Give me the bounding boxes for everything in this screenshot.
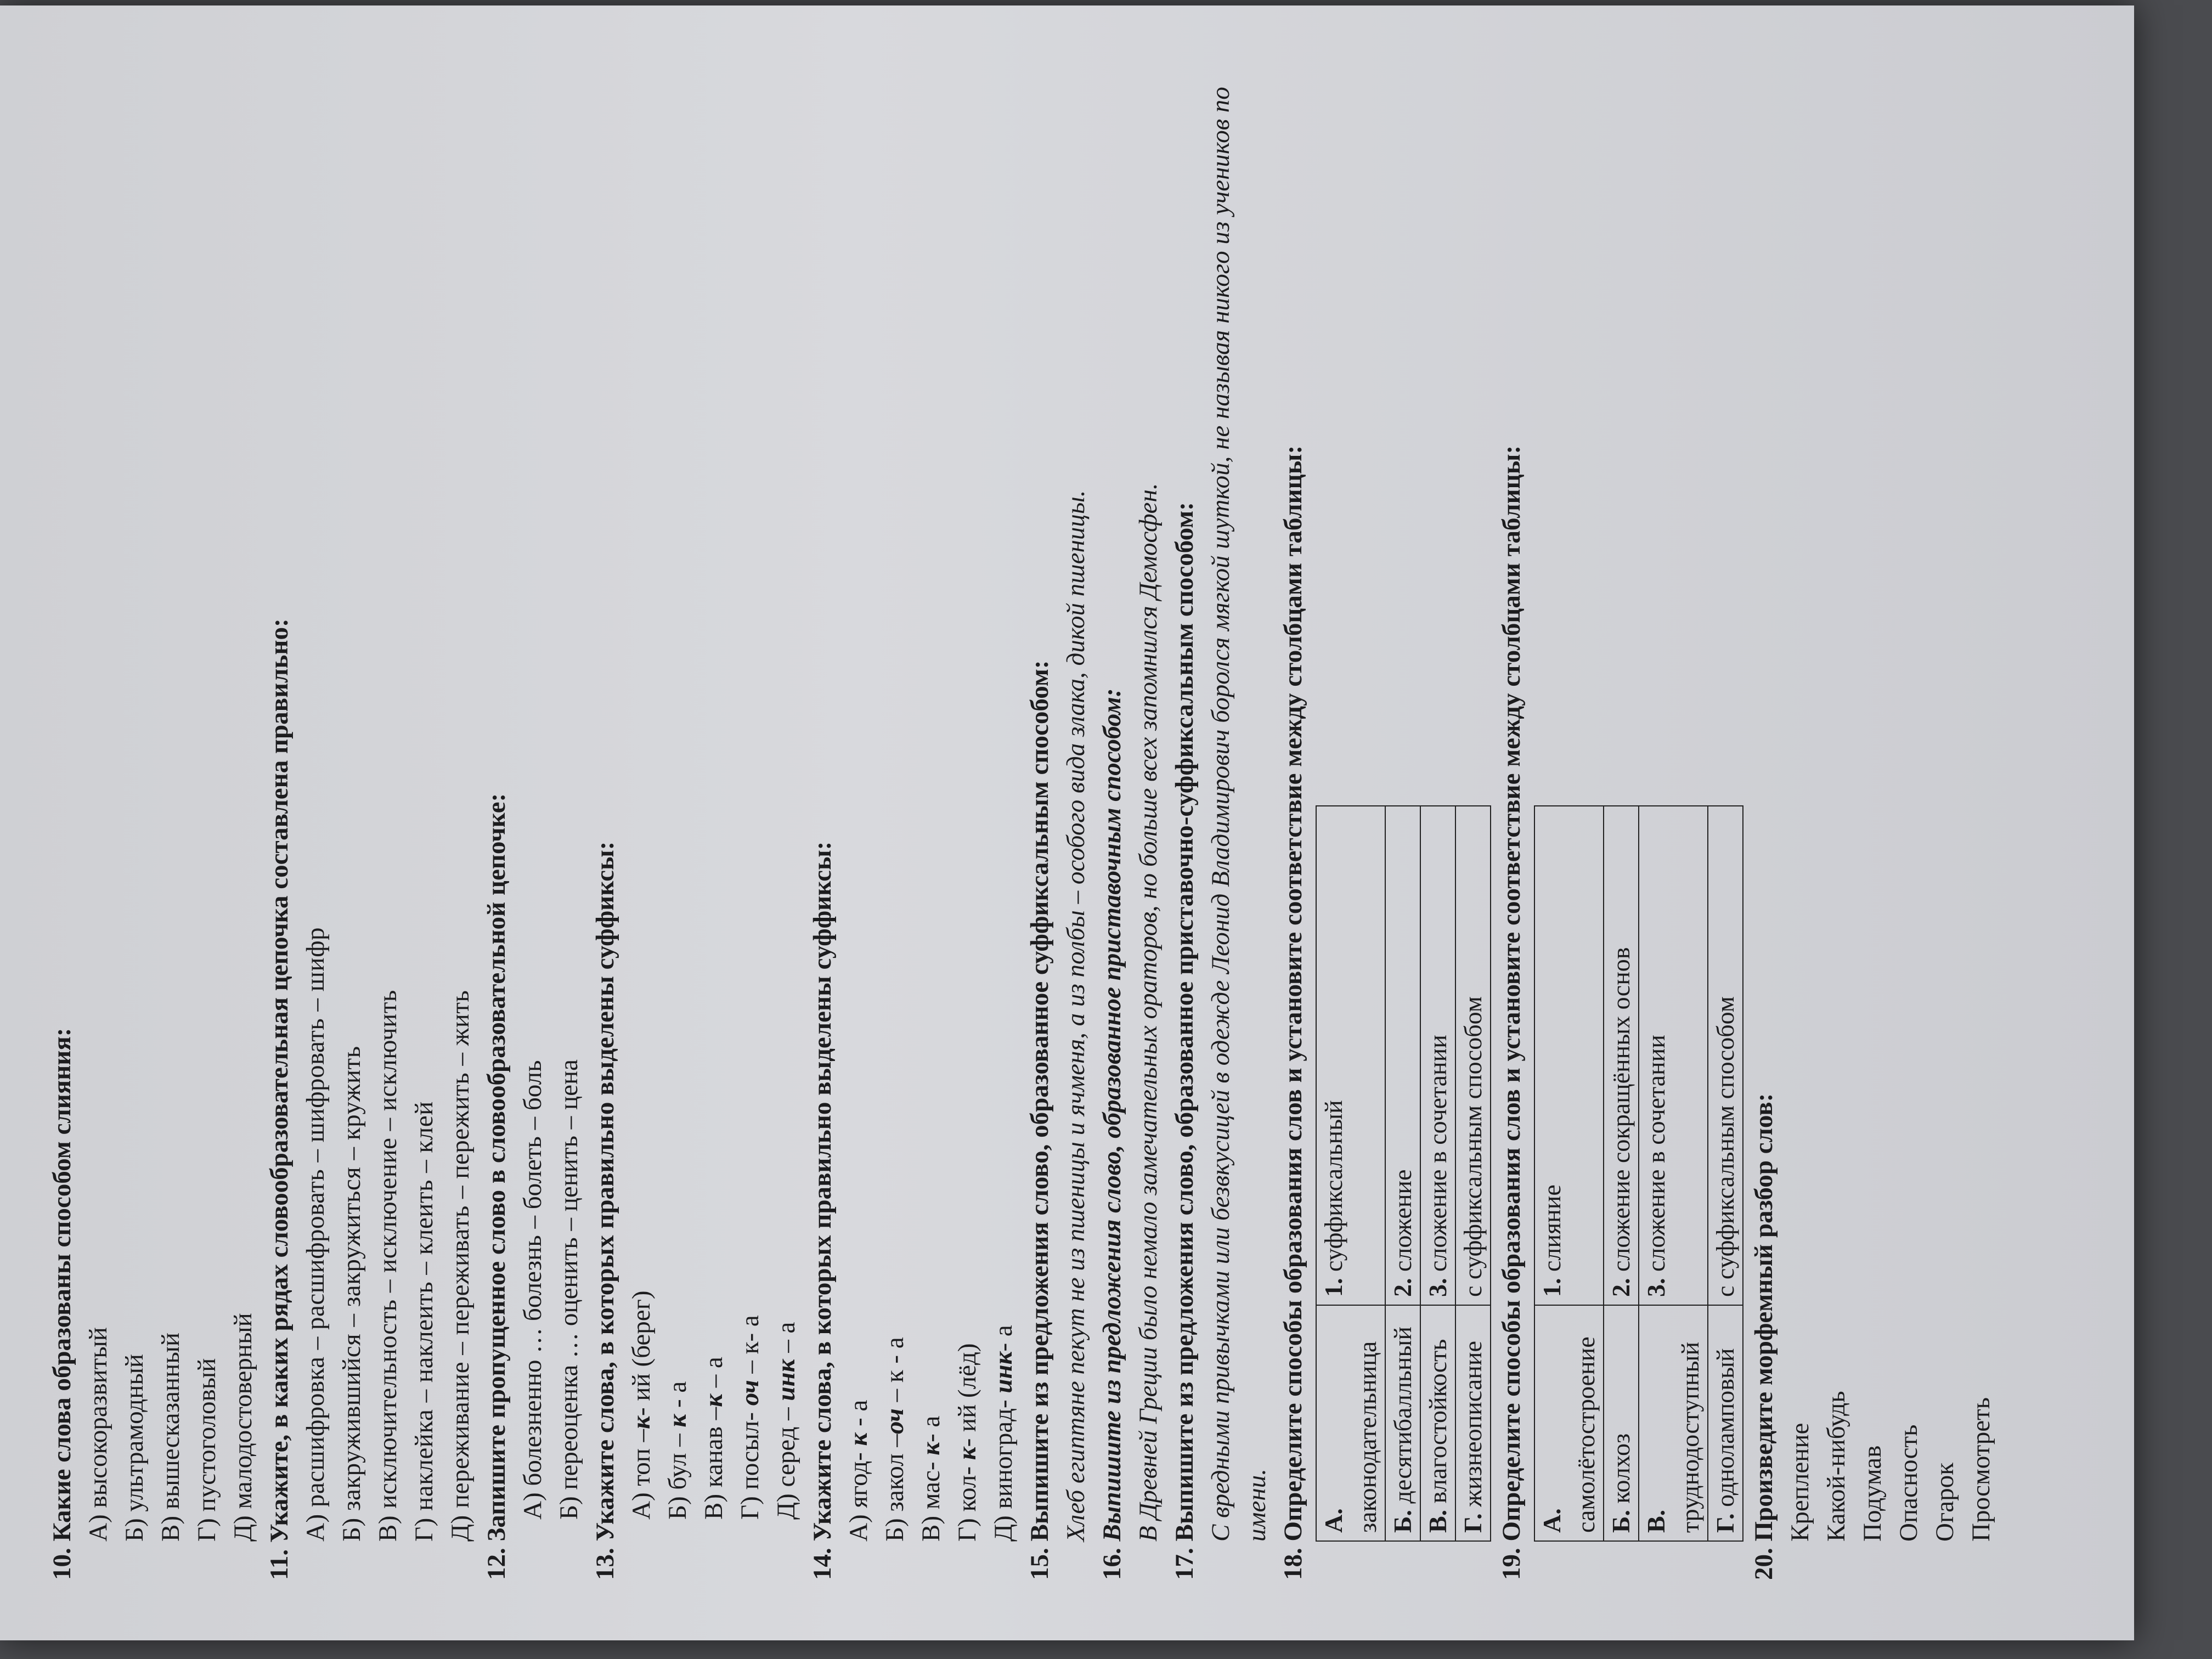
question-text: Выпишите из предложения слово, образованное приставочным способом:	[1098, 688, 1126, 1542]
answer-option: В) исключительность – исключение – исключить	[374, 990, 402, 1542]
question-19	[1493, 33, 1530, 1580]
word-item: Какой-нибудь	[1822, 1391, 1850, 1542]
answer-option: Д) малодостоверный	[229, 1313, 257, 1542]
question-10	[44, 33, 80, 1580]
table-row	[1420, 806, 1455, 1541]
answer-option: Б) переоценка … оценить – ценить – цена	[555, 1059, 583, 1520]
answer-option: А) расшифровка – расшифровать – шифровать – шифр	[301, 927, 330, 1542]
question-text: Определите способы образования слов и установите соответствие между столбцами таблицы:	[1497, 445, 1526, 1542]
question-number: 10.	[48, 1548, 76, 1580]
question-11	[261, 33, 297, 1580]
answer-option: А) топ –к- ий (берег)	[627, 1290, 656, 1520]
answer-option: Д) серед – инк – а	[772, 1322, 800, 1520]
answer-option: Д) виноград- инк- а	[989, 1325, 1018, 1542]
question-text: Запишите пропущенное слово в словообразовательной цепочке:	[482, 793, 511, 1542]
question-15	[1022, 33, 1058, 1580]
question-text: Определите способы образования слов и установите соответствие между столбцами таблицы:	[1279, 445, 1307, 1542]
answer-option: В) канав –к – а	[699, 1357, 728, 1520]
worksheet-page	[0, 5, 2134, 1640]
answer-option: Б) ультрамодный	[120, 1353, 149, 1542]
answer-option: Г) пустоголовый	[193, 1358, 221, 1542]
table-cell-word: В. влагостойкость	[1420, 1305, 1455, 1541]
table-cell-method: с суффиксальным способом	[1455, 806, 1491, 1305]
question-number: 15.	[1025, 1548, 1054, 1580]
table-row	[1708, 806, 1743, 1541]
table-row	[1639, 806, 1708, 1541]
question-text: Выпишите из предложения слово, образованное приставочно-суффиксальным способом:	[1170, 502, 1199, 1542]
question-17	[1166, 33, 1203, 1580]
answer-option: Б) закружившийся – закружиться – кружить	[337, 1046, 366, 1542]
table-cell-word: А. самолётостроение	[1534, 1305, 1604, 1541]
answer-option: Г) посыл- оч – к- а	[736, 1315, 764, 1520]
sentence-text: В Древней Греции было немало замечательных ораторов, но больше всех запомнился Демосфен.	[1134, 483, 1163, 1542]
question-text: Выпишите из предложения слово, образованное суффиксальным способом:	[1025, 660, 1054, 1542]
question-18	[1275, 33, 1311, 1580]
question-number: 16.	[1098, 1548, 1126, 1580]
answer-option: Б) закол –оч – к - а	[881, 1337, 909, 1542]
matching-table	[1316, 805, 1491, 1542]
question-number: 11.	[265, 1549, 294, 1580]
table-cell-word: Г. одноламповый	[1708, 1305, 1743, 1541]
table-cell-method: 3. сложение в сочетании	[1639, 806, 1708, 1305]
table-cell-word: В. труднодоступный	[1639, 1305, 1708, 1541]
answer-option: Г) наклейка – наклеить – клеить – клей	[410, 1101, 438, 1542]
table-row	[1534, 806, 1604, 1541]
word-item: Подумав	[1858, 1445, 1887, 1542]
table-row	[1316, 806, 1385, 1541]
answer-option: В) мас- к- а	[917, 1415, 945, 1542]
table-cell-method: 3. сложение в сочетании	[1420, 806, 1455, 1305]
question-number: 18.	[1279, 1548, 1307, 1580]
question-12	[478, 33, 515, 1580]
answer-option: А) высокоразвитый	[84, 1327, 112, 1542]
table-cell-word: Б. десятибалльный	[1385, 1305, 1420, 1541]
answer-option: А) ягод- к - а	[844, 1400, 873, 1542]
table-row	[1604, 806, 1639, 1541]
table-row	[1455, 806, 1491, 1541]
answer-option: Б) бул – к - а	[663, 1381, 692, 1520]
word-item: Огарок	[1931, 1463, 1959, 1542]
matching-table	[1534, 805, 1743, 1542]
table-cell-method: 1. суффиксальный	[1316, 806, 1385, 1305]
question-number: 19.	[1497, 1548, 1526, 1580]
table-cell-word: А. законодательница	[1316, 1305, 1385, 1541]
word-item: Опасность	[1894, 1424, 1923, 1542]
question-text: Укажите, в каких рядах словообразовательная цепочка составлена правильно:	[265, 618, 294, 1543]
question-13	[587, 33, 623, 1580]
answer-option: Д) переживание – переживать – пережить – жить	[446, 990, 475, 1542]
answer-option: Г) кол- к- ий (лёд)	[953, 1343, 981, 1542]
sentence-text: Хлеб египтяне пекут не из пшеницы и ячменя, а из полбы – особого вида злака, дикой пшеницы.	[1062, 490, 1090, 1542]
table-cell-method: 1. слияние	[1534, 806, 1604, 1305]
question-16	[1094, 33, 1130, 1580]
question-14	[804, 33, 840, 1580]
word-item: Крепление	[1786, 1423, 1814, 1542]
question-number: 17.	[1170, 1548, 1199, 1580]
question-number: 20.	[1750, 1548, 1778, 1580]
sentence-text: С вредными привычками или безвкусицей в одежде Леонид Владимирович боролся мягкой шуткой, не называя никого из учеников по имени.	[1206, 87, 1271, 1542]
question-20	[1746, 33, 1782, 1580]
table-cell-method: 2. сложение сокращённых основ	[1604, 806, 1639, 1305]
table-cell-method: 2. сложение	[1385, 806, 1420, 1305]
question-number: 13.	[591, 1548, 619, 1580]
question-text: Укажите слова, в которых правильно выделены суффиксы:	[808, 841, 837, 1542]
answer-option: В) вышесказанный	[156, 1332, 185, 1542]
question-text: Какие слова образованы способом слияния:	[48, 1028, 76, 1542]
answer-option: А) болезненно … болезнь – болеть – боль	[518, 1060, 547, 1520]
question-number: 14.	[808, 1548, 837, 1580]
question-number: 12.	[482, 1548, 511, 1580]
table-cell-method: с суффиксальным способом	[1708, 806, 1743, 1305]
worksheet-content	[44, 33, 1999, 1580]
table-cell-word: Б. колхоз	[1604, 1305, 1639, 1541]
question-text: Укажите слова, в которых правильно выделены суффиксы:	[591, 841, 619, 1542]
question-text: Произведите морфемный разбор слов:	[1750, 1093, 1778, 1542]
table-row	[1385, 806, 1420, 1541]
table-cell-word: Г. жизнеописание	[1455, 1305, 1491, 1541]
word-item: Просмотреть	[1967, 1397, 1995, 1542]
